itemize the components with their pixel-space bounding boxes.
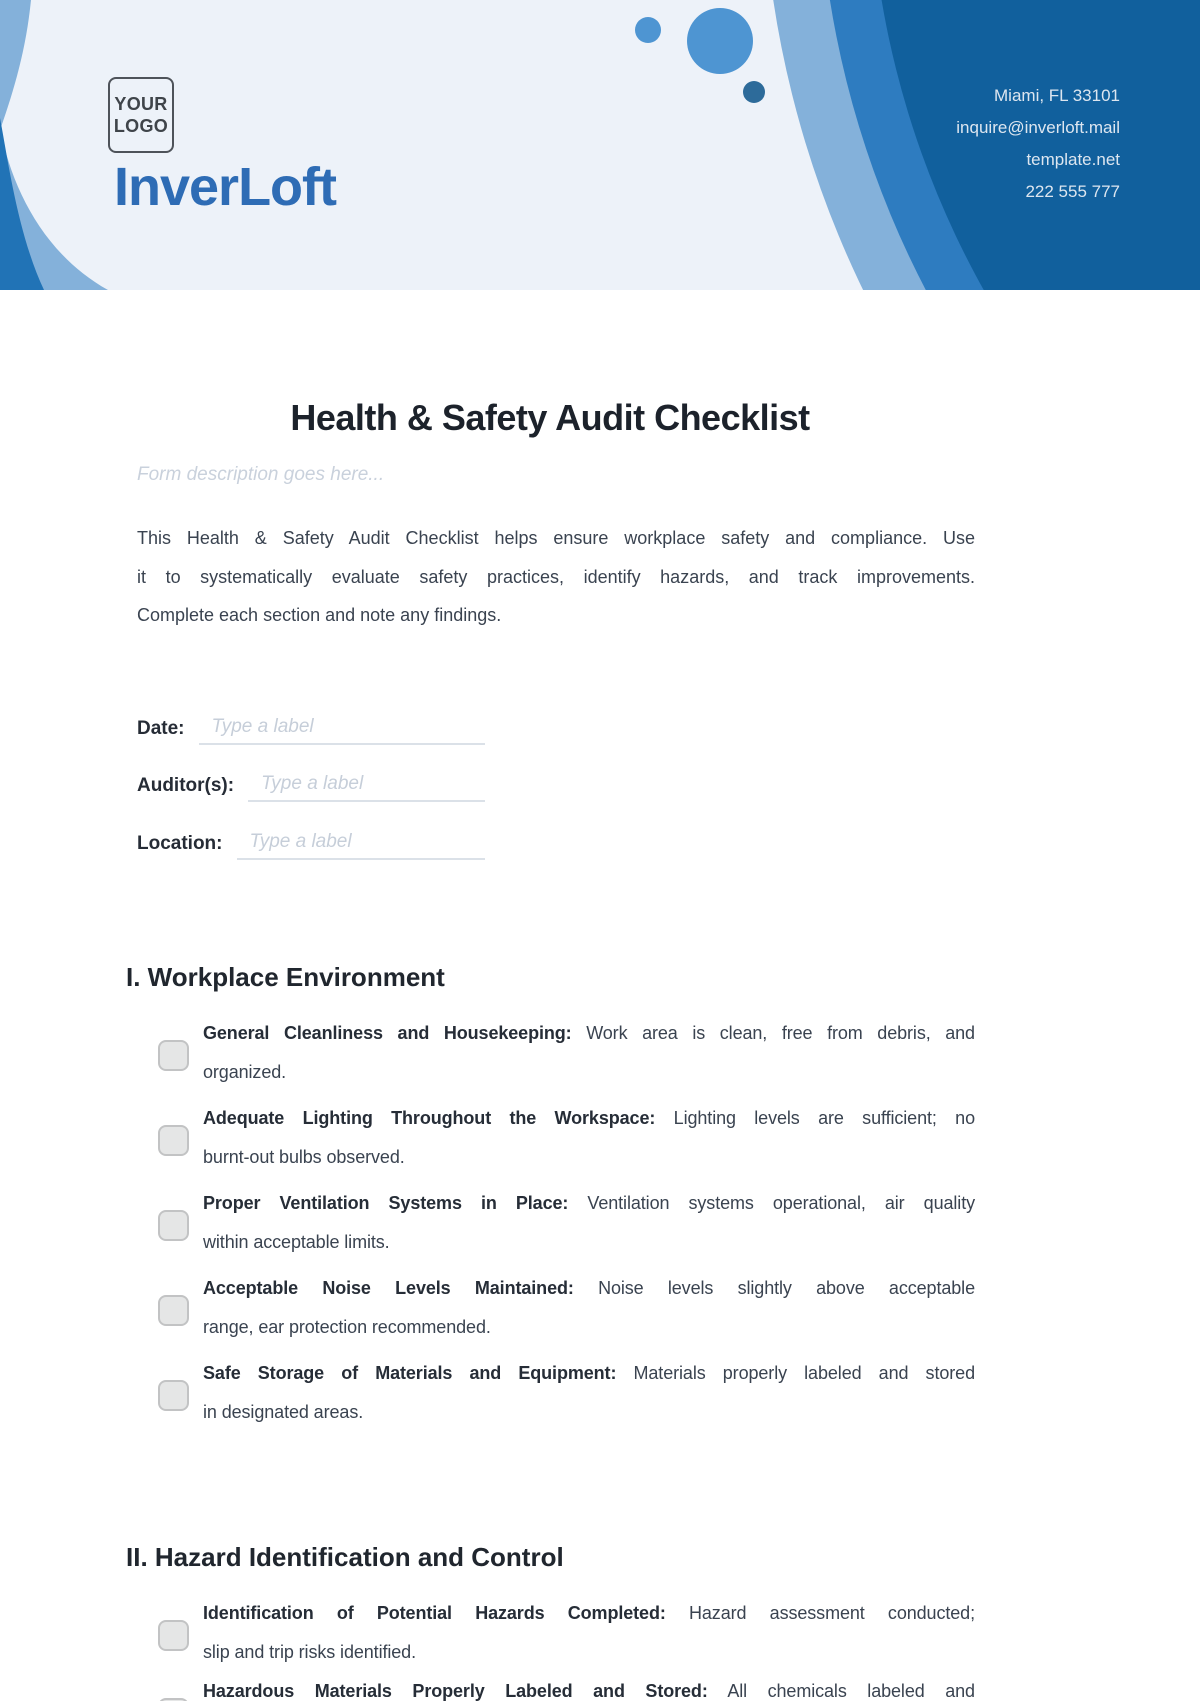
checkbox[interactable] bbox=[158, 1295, 189, 1326]
section-2-items bbox=[158, 1594, 975, 1701]
checklist-item-text bbox=[203, 1099, 975, 1177]
item-term: Acceptable Noise Levels Maintained: bbox=[203, 1278, 574, 1298]
date-field-row bbox=[137, 712, 485, 745]
location-label: Location: bbox=[137, 833, 223, 854]
logo-text-line1: YOUR bbox=[114, 94, 168, 114]
section-2-heading: II. Hazard Identification and Control bbox=[126, 1542, 564, 1572]
date-label: Date: bbox=[137, 718, 185, 739]
page-header bbox=[0, 0, 1200, 290]
intro-paragraph bbox=[137, 519, 975, 635]
item-desc: Work area is clean, free from debris, and bbox=[586, 1023, 975, 1043]
section-1-items bbox=[158, 1014, 975, 1439]
item-desc: in designated areas. bbox=[203, 1402, 364, 1422]
checklist-item bbox=[158, 1354, 975, 1432]
checklist-item bbox=[158, 1594, 975, 1672]
item-desc: burnt-out bulbs observed. bbox=[203, 1147, 405, 1167]
logo-placeholder[interactable] bbox=[108, 77, 174, 153]
checklist-item-text bbox=[203, 1014, 975, 1092]
item-term: General Cleanliness and Housekeeping: bbox=[203, 1023, 572, 1043]
item-desc: within acceptable limits. bbox=[203, 1232, 390, 1252]
checklist-item-text bbox=[203, 1594, 975, 1672]
location-input[interactable]: Type a label bbox=[237, 831, 486, 860]
logo-text-line2: LOGO bbox=[113, 116, 169, 136]
checklist-item bbox=[158, 1099, 975, 1177]
checklist-item bbox=[158, 1014, 975, 1092]
company-name: InverLoft bbox=[114, 157, 337, 217]
checkbox[interactable] bbox=[158, 1380, 189, 1411]
item-term: Hazardous Materials Properly Labeled and Stored: bbox=[203, 1681, 708, 1701]
auditor-field-row bbox=[137, 769, 485, 802]
section-1-heading: I. Workplace Environment bbox=[126, 962, 445, 992]
checklist-item-text bbox=[203, 1269, 975, 1347]
item-term: Identification of Potential Hazards Completed: bbox=[203, 1603, 666, 1623]
contact-website: template.net bbox=[1026, 150, 1120, 169]
item-desc: Materials properly labeled and stored bbox=[633, 1363, 975, 1383]
item-desc: Lighting levels are sufficient; no bbox=[673, 1108, 975, 1128]
item-desc: Ventilation systems operational, air quality bbox=[587, 1193, 976, 1213]
date-input[interactable]: Type a label bbox=[199, 716, 485, 745]
contact-block bbox=[956, 80, 1120, 208]
checklist-item-text bbox=[203, 1354, 975, 1432]
contact-address: Miami, FL 33101 bbox=[994, 86, 1120, 105]
item-desc: Hazard assessment conducted; bbox=[689, 1603, 975, 1623]
intro-line: This Health & Safety Audit Checklist helps ensure workplace safety and compliance. Use bbox=[137, 528, 975, 548]
item-term: Adequate Lighting Throughout the Workspace: bbox=[203, 1108, 656, 1128]
checklist-item bbox=[158, 1184, 975, 1262]
item-term: Proper Ventilation Systems in Place: bbox=[203, 1193, 569, 1213]
checklist-item bbox=[158, 1672, 975, 1701]
checkbox[interactable] bbox=[158, 1125, 189, 1156]
contact-email: inquire@inverloft.mail bbox=[956, 118, 1120, 137]
intro-line: Complete each section and note any findings. bbox=[137, 605, 502, 626]
checklist-item bbox=[158, 1269, 975, 1347]
contact-phone: 222 555 777 bbox=[1025, 182, 1120, 201]
item-desc: Noise levels slightly above acceptable bbox=[598, 1278, 975, 1298]
auditor-label: Auditor(s): bbox=[137, 775, 235, 796]
checkbox[interactable] bbox=[158, 1210, 189, 1241]
auditor-input[interactable]: Type a label bbox=[248, 773, 485, 802]
checklist-item-text bbox=[203, 1184, 975, 1262]
item-desc: slip and trip risks identified. bbox=[203, 1642, 416, 1662]
item-desc: organized. bbox=[203, 1062, 287, 1082]
location-field-row bbox=[137, 827, 485, 860]
item-term: Safe Storage of Materials and Equipment: bbox=[203, 1363, 617, 1383]
checkbox[interactable] bbox=[158, 1620, 189, 1651]
checklist-item-text bbox=[203, 1672, 975, 1701]
item-desc: All chemicals labeled and bbox=[727, 1681, 975, 1701]
form-description-placeholder[interactable]: Form description goes here... bbox=[137, 464, 385, 485]
item-desc: range, ear protection recommended. bbox=[203, 1317, 491, 1337]
form-title: Health & Safety Audit Checklist bbox=[290, 397, 810, 438]
checkbox[interactable] bbox=[158, 1040, 189, 1071]
intro-line: it to systematically evaluate safety practices, identify hazards, and track improvements. bbox=[137, 566, 975, 587]
